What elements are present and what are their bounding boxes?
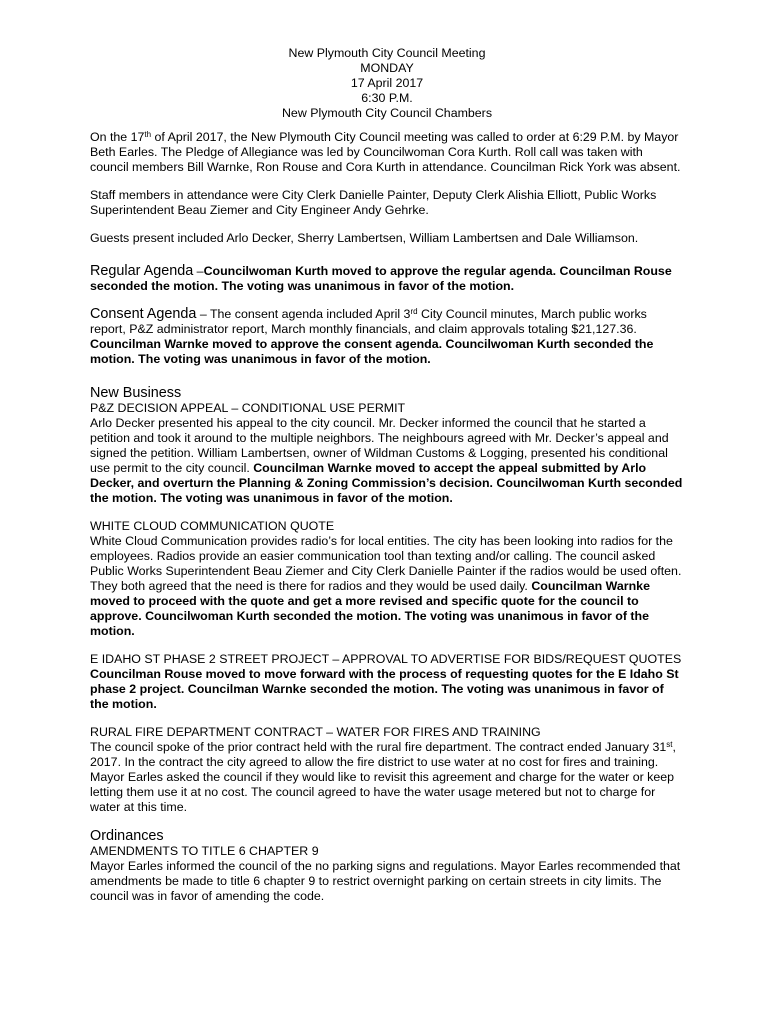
item-text: Arlo Decker presented his appeal to the city council. Mr. Decker informed the council that he started a petition and took it around to the multiple neighbors. The neighbours agreed with Mr. Decker’s appeal and signed the petition. William Lambertsen, owner of Wildman Customs & Logging, presented his conditional use permit to the city council. Councilman Warnke moved to accept the appeal submitted by Arlo Decker, and overturn the Planning & Zoning Commission’s decision. Councilwoman Kurth seconded the motion. The voting was unanimous in favor of the motion. — [90, 416, 683, 505]
item-text: The council spoke of the prior contract held with the rural fire department. The contract ended January 31st, 2017. In the contract the city agreed to allow the fire district to use water at no cost for fires and training. Mayor Earles asked the council if they would like to revisit this agreement and charge for the water or keep letting them use it at no cost. The council agreed to have the water usage metered but not to charge for water at this time. — [90, 740, 676, 814]
item-title: E IDAHO ST PHASE 2 STREET PROJECT – APPROVAL TO ADVERTISE FOR BIDS/REQUEST QUOTES — [90, 652, 682, 666]
item-title: WHITE CLOUD COMMUNICATION QUOTE — [90, 519, 335, 533]
guests-paragraph: Guests present included Arlo Decker, Sherry Lambertsen, William Lambertsen and Dale Williamson. — [90, 231, 639, 245]
staff-paragraph: Staff members in attendance were City Clerk Danielle Painter, Deputy Clerk Alishia Elliott, Public Works Superintendent Beau Ziemer and City Engineer Andy Gehrke. — [90, 188, 657, 217]
new-business-section — [90, 385, 684, 815]
ordinance-text: Mayor Earles informed the council of the no parking signs and regulations. Mayor Earles recommended that amendments be made to title 6 chapter 9 to restrict overnight parking on certain streets in city limits. The council was in favor of amending the code. — [90, 859, 681, 903]
ordinance-title: AMENDMENTS TO TITLE 6 CHAPTER 9 — [90, 844, 319, 858]
meeting-header — [90, 46, 684, 121]
new-business-item — [90, 725, 684, 815]
item-motion: Councilman Warnke moved to accept the appeal submitted by Arlo Decker, and overturn the Planning & Zoning Commission’s decision. Councilwoman Kurth seconded the motion. The voting was unanimous in favor of the motion. — [90, 461, 683, 505]
meeting-day: MONDAY — [360, 61, 414, 75]
meeting-date: 17 April 2017 — [350, 76, 424, 90]
intro-paragraph: On the 17th of April 2017, the New Plymouth City Council meeting was called to order at 6:29 P.M. by Mayor Beth Earles. The Pledge of Allegiance was led by Councilwoman Cora Kurth. Roll call was taken with council members Bill Warnke, Ron Rouse and Cora Kurth in attendance. Councilman Rick York was absent. — [90, 130, 681, 174]
item-title: RURAL FIRE DEPARTMENT CONTRACT – WATER FOR FIRES AND TRAINING — [90, 725, 541, 739]
consent-agenda: Consent Agenda – The consent agenda included April 3rd City Council minutes, March public works report, P&Z administrator report, March monthly financials, and claim approvals totaling $21,127.36. Councilman Warnke moved to approve the consent agenda. Councilwoman Kurth seconded the motion. The voting was unanimous in favor of the motion. — [90, 306, 654, 366]
item-motion: Councilman Rouse moved to move forward with the process of requesting quotes for the E Idaho St phase 2 project. Councilman Warnke seconded the motion. The voting was unanimous in favor of the motion. — [90, 667, 679, 711]
item-title: P&Z DECISION APPEAL – CONDITIONAL USE PERMIT — [90, 401, 406, 415]
ordinances-heading: Ordinances — [90, 828, 164, 844]
new-business-item — [90, 519, 684, 639]
consent-agenda-heading: Consent Agenda — [90, 306, 197, 322]
meeting-time: 6:30 P.M. — [361, 91, 413, 105]
new-business-item — [90, 652, 684, 712]
item-motion: Councilman Warnke moved to proceed with the quote and get a more revised and specific quote for the council to approve. Councilwoman Kurth seconded the motion. The voting was unanimous in favor of the motion. — [90, 579, 650, 638]
meeting-title: New Plymouth City Council Meeting — [288, 46, 486, 60]
ordinances-section — [90, 828, 684, 904]
consent-agenda-motion: Councilman Warnke moved to approve the consent agenda. Councilwoman Kurth seconded the motion. The voting was unanimous in favor of the motion. — [90, 337, 654, 366]
regular-agenda-heading: Regular Agenda — [90, 263, 194, 279]
new-business-item — [90, 401, 684, 506]
regular-agenda: Regular Agenda –Councilwoman Kurth moved to approve the regular agenda. Councilman Rouse seconded the motion. The voting was unanimous in favor of the motion. — [90, 263, 672, 293]
meeting-location: New Plymouth City Council Chambers — [281, 106, 493, 120]
new-business-heading: New Business — [90, 385, 182, 401]
regular-agenda-motion: Councilwoman Kurth moved to approve the regular agenda. Councilman Rouse seconded the motion. The voting was unanimous in favor of the motion. — [90, 264, 672, 293]
item-text: White Cloud Communication provides radio’s for local entities. The city has been looking into radios for the employees. Radios provide an easier communication tool than texting and/or calling. The council asked Public Works Superintendent Beau Ziemer and City Clerk Danielle Painter if the radios would be used often. They both agreed that the need is there for radios and they would be used daily. Councilman Warnke moved to proceed with the quote and get a more revised and specific quote for the council to approve. Councilwoman Kurth seconded the motion. The voting was unanimous in favor of the motion. — [90, 534, 682, 638]
